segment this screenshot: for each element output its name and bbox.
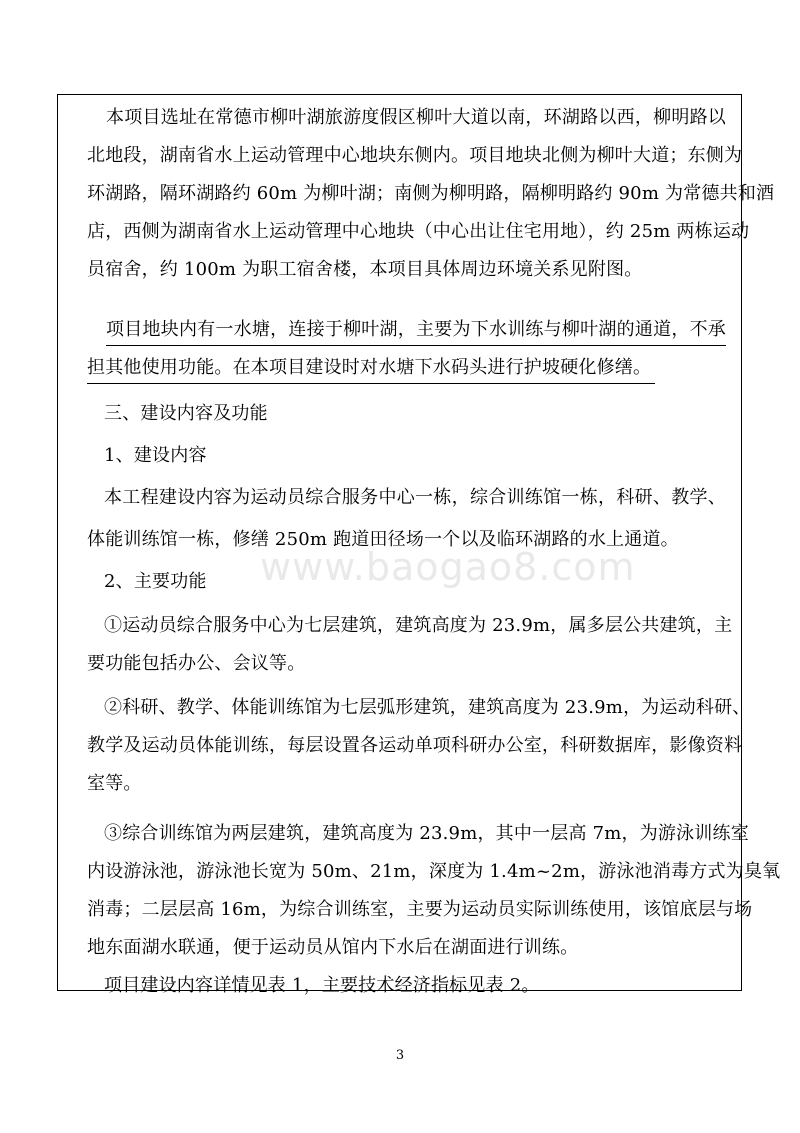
- section-heading: 三、建设内容及功能: [104, 403, 268, 424]
- underlined-line: [87, 354, 727, 384]
- subsection-heading: 2、主要功能: [104, 571, 207, 592]
- paragraph-line: 教学及运动员体能训练，每层设置各运动单项科研办公室，科研数据库，影像资料: [87, 735, 743, 756]
- underlined-line: [106, 316, 726, 346]
- paragraph-line: 地东面湖水联通，便于运动员从馆内下水后在湖面进行训练。: [87, 937, 579, 958]
- page-number: 3: [395, 1048, 405, 1063]
- paragraph-line: ①运动员综合服务中心为七层建筑，建筑高度为 23.9m，属多层公共建筑，主: [104, 615, 733, 636]
- paragraph-line: 本工程建设内容为运动员综合服务中心一栋，综合训练馆一栋，科研、教学、: [104, 487, 726, 508]
- paragraph-line: 室等。: [87, 773, 142, 794]
- paragraph-line: 项目建设内容详情见表 1，主要技术经济指标见表 2。: [104, 975, 540, 996]
- paragraph-line: 环湖路，隔环湖路约 60m 为柳叶湖；南侧为柳明路，隔柳明路约 90m 为常德共和酒: [87, 183, 775, 204]
- paragraph-line: 北地段，湖南省水上运动管理中心地块东侧内。项目地块北侧为柳叶大道；东侧为: [87, 145, 743, 166]
- underlined-text: 担其他使用功能。在本项目建设时对水塘下水码头进行护坡硬化修缮。: [87, 354, 655, 384]
- paragraph-line: ③综合训练馆为两层建筑，建筑高度为 23.9m，其中一层高 7m，为游泳训练室: [104, 823, 749, 844]
- paragraph-line: ②科研、教学、体能训练馆为七层弧形建筑，建筑高度为 23.9m，为运动科研、: [104, 697, 751, 718]
- paragraph-line: 本项目选址在常德市柳叶湖旅游度假区柳叶大道以南，环湖路以西，柳明路以: [106, 107, 726, 128]
- underlined-text: 项目地块内有一水塘，连接于柳叶湖，主要为下水训练与柳叶湖的通道，不承: [106, 316, 726, 346]
- paragraph-line: 员宿舍，约 100m 为职工宿舍楼，本项目具体周边环境关系见附图。: [87, 259, 643, 280]
- paragraph-line: 体能训练馆一栋，修缮 250m 跑道田径场一个以及临环湖路的水上通道。: [87, 529, 679, 550]
- paragraph-line: 店，西侧为湖南省水上运动管理中心地块（中心出让住宅用地），约 25m 两栋运动: [87, 221, 750, 242]
- watermark: www.baogao8.com: [260, 545, 636, 589]
- paragraph-line: 内设游泳池，游泳池长宽为 50m、21m，深度为 1.4m~2m，游泳池消毒方式为臭氧: [87, 861, 781, 882]
- paragraph-line: 消毒；二层层高 16m，为综合训练室，主要为运动员实际训练使用，该馆底层与场: [87, 899, 753, 920]
- paragraph-line: 要功能包括办公、会议等。: [87, 653, 306, 674]
- subsection-heading: 1、建设内容: [104, 445, 207, 466]
